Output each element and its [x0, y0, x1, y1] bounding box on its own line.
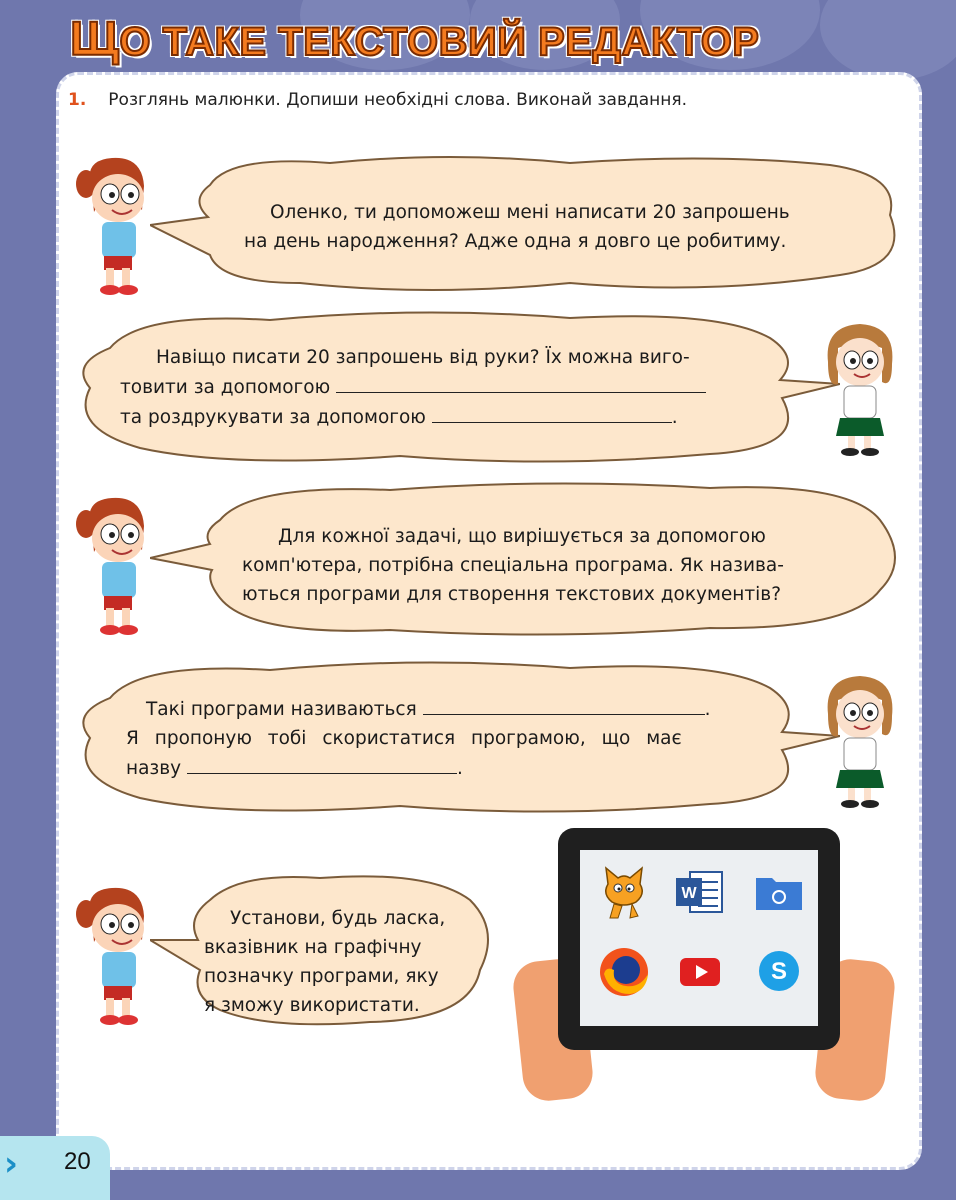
- background-circle: [820, 0, 956, 80]
- firefox-icon[interactable]: [596, 944, 652, 1000]
- svg-text:W: W: [681, 885, 697, 902]
- bubble-5-text: Установи, будь ласка, вказівник на графічну позначку програми, яку я зможу використати.: [204, 908, 446, 1016]
- answer-blank[interactable]: [423, 694, 705, 715]
- folder-icon[interactable]: [754, 870, 804, 914]
- tablet-screen: [580, 850, 818, 1026]
- page-title: ЩО ТАКЕ ТЕКСТОВИЙ РЕДАКТОР: [70, 13, 760, 66]
- page-number: 20: [64, 1148, 91, 1175]
- word-icon[interactable]: [676, 868, 724, 916]
- task-number: 1.: [68, 90, 87, 110]
- bubble-3-text: Для кожної задачі, що вирішується за допомогою комп'ютера, потрібна спеціальна програма. Як назива- ються програми для створення текстових документів?: [242, 526, 784, 605]
- answer-blank[interactable]: [336, 372, 706, 393]
- girl-brown-hair-icon: [820, 318, 900, 458]
- scratch-icon[interactable]: [598, 864, 650, 920]
- answer-blank[interactable]: [432, 402, 672, 423]
- bubble-4-text: Такі програми називаються . Я пропоную тобі скористатися програмою, що має назву .: [126, 694, 746, 783]
- svg-text:S: S: [770, 958, 788, 985]
- tablet: [558, 828, 840, 1050]
- task-text: Розглянь малюнки. Допиши необхідні слова. Виконай завдання.: [108, 90, 688, 110]
- answer-blank[interactable]: [187, 753, 457, 774]
- chevron-right-icon: ›: [4, 1144, 19, 1184]
- girl-brown-hair-icon: [820, 670, 900, 810]
- youtube-icon[interactable]: [678, 952, 722, 992]
- bubble-2-text: Навіщо писати 20 запрошень від руки? Їх можна виго- товити за допомогою та роздрукувати за допомогою .: [120, 343, 706, 432]
- task-instruction: [68, 90, 687, 110]
- skype-icon[interactable]: [756, 948, 802, 994]
- bubble-1-text: Оленко, ти допоможеш мені написати 20 запрошень на день народження? Адже одна я довго це робитиму.: [244, 202, 790, 252]
